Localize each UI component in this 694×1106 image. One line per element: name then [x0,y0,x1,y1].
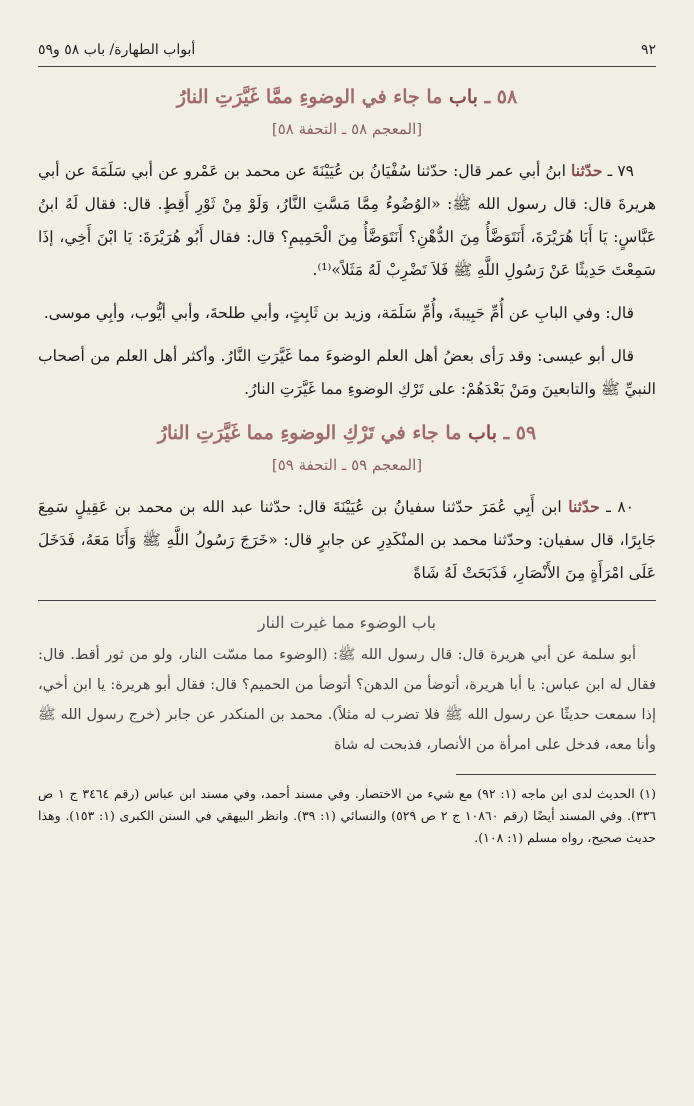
footnote: (١) الحديث لدى ابن ماجه (١: ٩٢) مع شيء من الاختصار. وفي مسند أحمد، وفي مسند ابن عباس (رقم ٣٤٦٤ ج ١ ص ٣٣٦). وفي المسند أيضًا (رقم ١٠٨٦٠ ج ٢ ص ٥٢٩) والنسائي (١: ٣٩). وانظر البيهقي في السنن الكبرى (١: ١٥٣). وهذا حديث صحيح، رواه مسلم (١: ١٠٨). [38,786,657,845]
hadith-79 [38,154,656,287]
hadith-text: ابن أَبِي عُمَرَ حدّثنا سفيانُ بن عُيَيْنَةَ قال: حدّثنا عبد الله بن محمد بن عَقِيلٍ سَمِعَ جَابِرًا، قال سفيان: وحدّثنا محمد بن المنْكَدِرِ عن جابرٍ قال: «خَرَجَ رَسُولُ اللَّهِ ﷺ وَأَنَا مَعَهُ، فَدَخَلَ عَلَى امْرَأَةٍ مِنَ الأَنْصَارِ، فَذَبَحَتْ لَهُ شَاةً [38,498,656,582]
section-divider [38,600,656,601]
chapter-title: ما جاء في تَرْكِ الوضوءِ مما غَيَّرَتِ النارُ [157,422,462,444]
chapter-title: ما جاء في الوضوءِ ممَّا غَيَّرَتِ النارُ [176,86,443,108]
commentary-text: أبو سلمة عن أبي هريرة قال: قال رسول الله ﷺ: (الوضوء مما مسّت النار، ولو من ثور أقط. قال: فقال له ابن عباس: يا أبا هريرة، أتوضأ من الدهن؟ أتوضأ من الحميم؟ قال: فقال أبو هريرة: يا ابن أخي، إذا سمعت حديثًا عن رسول الله ﷺ فلا تضرب له مثلاً). محمد بن المنكدر عن جابر (خرج رسول الله ﷺ وأنا معه، فدخل على امرأة من الأنصار، فذبحت له شاة [38,647,656,753]
chapter-word: باب [468,422,497,444]
hadith-80 [38,490,656,590]
hadith-keyword: حدّثنا [568,497,600,516]
page-header [38,40,656,67]
hadith-text: ابنُ أبي عمر قال: حدّثنا سُفْيَانُ بن عُيَيْنَةَ عن محمد بن عَمْرو عن أبي سَلَمَةَ عن أبي هريرةَ قال: قال رسول الله ﷺ: «الوُضُوءُ مِمَّا مَسَّتِ النَّارُ، وَلَوْ مِنْ ثَوْرِ أَقِطٍ. قال: فقال لَهُ ابنُ عَبَّاسٍ: يَا أَبَا هُرَيْرَةَ، أَنَتَوَضَّأُ مِنَ الدُّهْنِ؟ أَنَتَوَضَّأُ مِنَ الْحَمِيمِ؟ قال: فقال أَبُو هُرَيْرَةَ: يَا ابْنَ أَخِي، إذَا سَمِعْتَ حَدِيثًا عَنْ رَسُولِ اللَّهِ ﷺ فَلاَ تَضْرِبْ لَهُ مَثَلاً»⁽¹⁾. [38,162,656,279]
chapter-subheading-59: [المعجم ٥٩ ـ التحفة ٥٩] [271,456,423,474]
chapter-number: ٥٩ ـ [503,422,537,444]
page-body [38,80,656,849]
footnote-divider [456,774,656,775]
hadith-number: ٧٩ ـ [607,162,634,180]
page-number: ٩٢ [640,42,656,58]
chapter-heading-59 [38,416,656,450]
paragraph-bab: قال: وفي البابِ عن أُمِّ حَبِيبةَ، وأُمِّ سَلَمَة، وزيد بن ثَابِتٍ، وأبي طلحةَ، وأبي أيُّوب، وأبِي موسى. [43,304,634,322]
chapter-number: ٥٨ ـ [484,86,518,108]
chapter-heading-58 [38,80,656,114]
chapter-subheading-58: [المعجم ٥٨ ـ التحفة ٥٨] [271,120,423,138]
running-title: أبواب الطهارة/ باب ٥٨ و٥٩ [38,42,196,58]
chapter-word: باب [449,86,478,108]
hadith-number: ٨٠ ـ [606,498,635,516]
hadith-keyword: حدّثنا [571,161,603,180]
paragraph-abu-isa: قال أبو عيسى: وقد رَأى بعضُ أهل العلم الوضوءَ مما غَيَّرَتِ النَّارُ. وأكثر أهل العلم من أصحاب النبيِّ ﷺ والتابعينَ ومَنْ بَعْدَهُمْ: على تَرْكِ الوضوءِ مما غَيَّرَتِ النارُ. [38,347,656,398]
commentary-heading: باب الوضوء مما غيرت النار [257,613,437,632]
